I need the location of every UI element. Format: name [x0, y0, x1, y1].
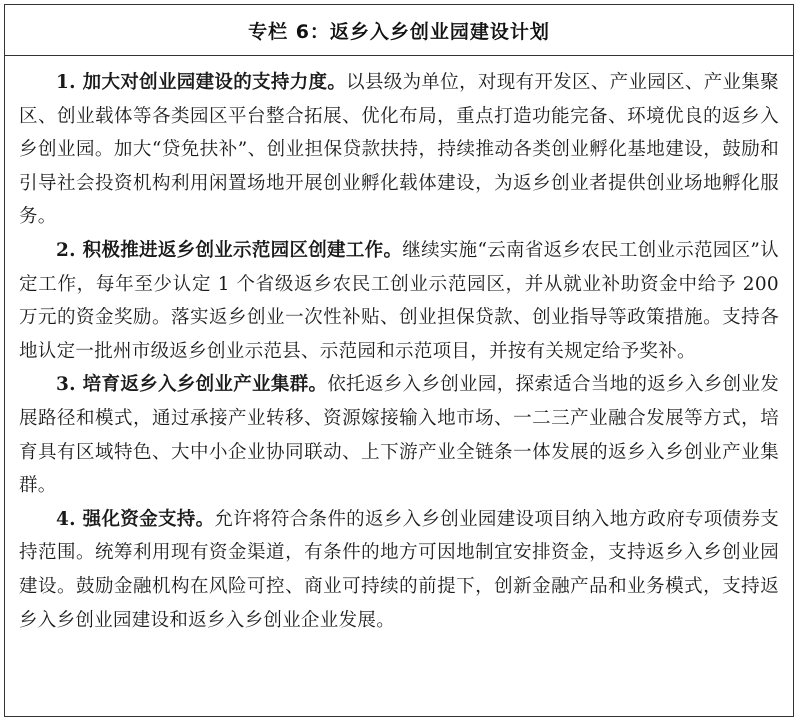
paragraph-lead: 2. 积极推进返乡创业示范园区创建工作。: [56, 239, 403, 261]
column-body: [5, 56, 793, 637]
paragraph-item-4: [19, 503, 779, 637]
paragraph-text: 继续实施“云南省返乡农民工创业示范园区”认定工作，每年至少认定 1 个省级返乡农民工创业示范园区，并从就业补助资金中给予 200 万元的资金奖励。落实返乡创业一次性补贴、创业担保贷款、创业指导等政策措施。支持各地认定一批州市级返乡创业示范县、示范园和示范项目，并按有关规定给予奖补。: [19, 239, 779, 362]
paragraph-item-2: [19, 234, 779, 368]
column-title: 专栏 6：返乡入乡创业园建设计划: [5, 5, 793, 56]
paragraph-item-3: [19, 368, 779, 502]
paragraph-text: 以县级为单位，对现有开发区、产业园区、产业集聚区、创业载体等各类园区平台整合拓展、优化布局，重点打造功能完备、环境优良的返乡入乡创业园。加大“贷免扶补”、创业担保贷款扶持，持续推动各类创业孵化基地建设，鼓励和引导社会投资机构利用闲置场地开展创业孵化载体建设，为返乡创业者提供创业场地孵化服务。: [19, 72, 779, 228]
column-box: [4, 4, 794, 717]
paragraph-lead: 3. 培育返乡入乡创业产业集群。: [56, 374, 328, 396]
paragraph-lead: 1. 加大对创业园建设的支持力度。: [56, 72, 347, 93]
paragraph-item-1: [19, 66, 779, 234]
paragraph-text: 依托返乡入乡创业园，探索适合当地的返乡入乡创业发展路径和模式，通过承接产业转移、资源嫁接输入地市场、一二三产业融合发展等方式，培育具有区域特色、大中小企业协同联动、上下游产业全链条一体发展的返乡入乡创业产业集群。: [19, 374, 780, 497]
paragraph-text: 允许将符合条件的返乡入乡创业园建设项目纳入地方政府专项债券支持范围。统筹利用现有资金渠道，有条件的地方可因地制宜安排资金，支持返乡入乡创业园建设。鼓励金融机构在风险可控、商业可持续的前提下，创新金融产品和业务模式，支持返乡入乡创业园建设和返乡入乡创业企业发展。: [19, 508, 779, 631]
paragraph-lead: 4. 强化资金支持。: [56, 508, 215, 530]
